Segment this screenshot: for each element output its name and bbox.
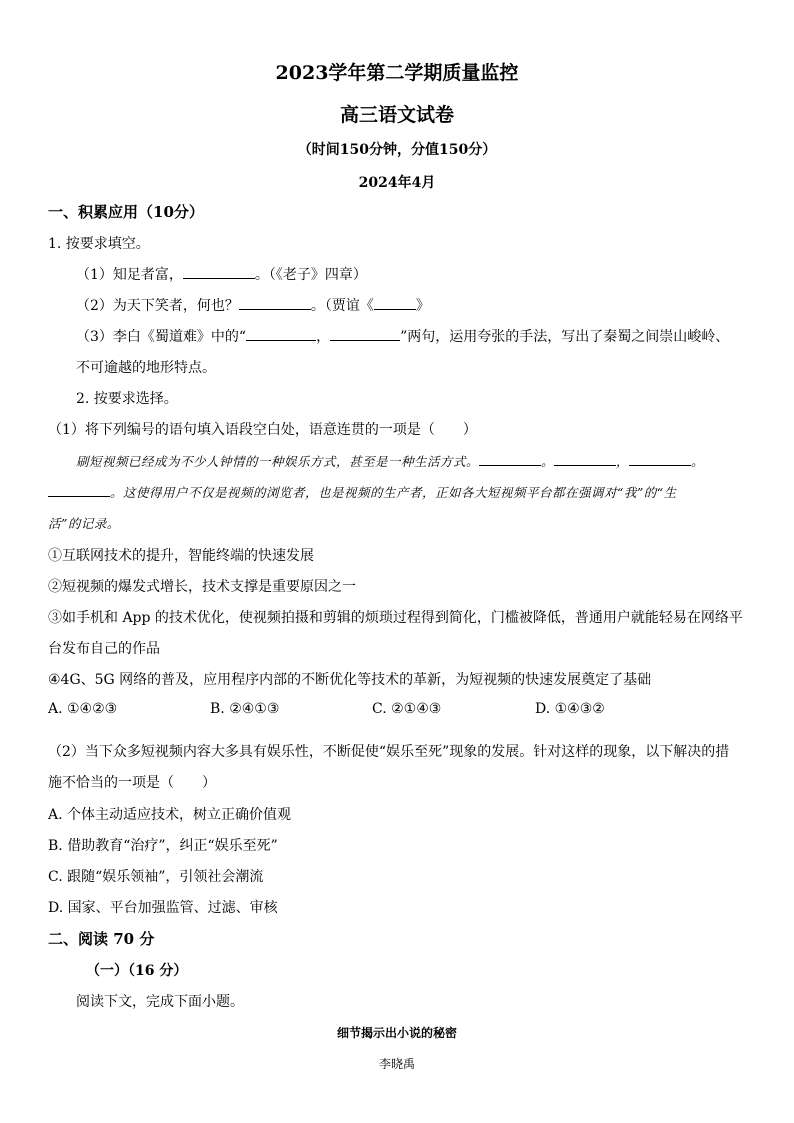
q1-1-text-a: （1）知足者富， [76, 267, 183, 283]
q1-3 [76, 326, 729, 346]
q2-2-stem: （2）当下众多短视频内容大多具有娱乐性，不断促使“娱乐至死”现象的发展。针对这样的现象，以下解决的措 [48, 744, 730, 760]
item-1: ①互联网技术的提升，智能终端的快速发展 [48, 548, 314, 564]
fill-blank[interactable] [239, 297, 311, 310]
article-title: 细节揭示出小说的秘密 [336, 1026, 457, 1040]
option-a[interactable]: A. ①④②③ [48, 701, 118, 717]
fill-blank[interactable] [479, 453, 541, 466]
q1-2-text-c: 》 [415, 298, 430, 314]
exam-date: 2024年4月 [358, 175, 436, 191]
q2-1-stem: （1）将下列编号的语句填入语段空白处，语意连贯的一项是（ ） [48, 422, 477, 438]
passage-text-1: 刷短视频已经成为不少人钟情的一种娱乐方式，甚至是一种生活方式。 [76, 454, 480, 469]
article-author: 李晓禹 [378, 1057, 415, 1071]
passage-punct: ， [616, 454, 630, 469]
option-c[interactable]: C. ②①④③ [372, 701, 442, 717]
passage-line-2 [48, 483, 677, 501]
q1-1-text-b: 。（《老子》四章） [254, 267, 367, 283]
item-3: ③如手机和 App 的技术优化，使视频拍摄和剪辑的烦琐过程得到简化，门槛被降低，普通用户就能轻易在网络平 [48, 610, 743, 626]
passage-punct: 。 [691, 454, 705, 469]
fill-blank[interactable] [374, 297, 416, 310]
q1-3-cont: 不可逾越的地形特点。 [76, 360, 216, 376]
exam-subtitle: 高三语文试卷 [339, 104, 454, 126]
time-note: （时间150分钟，分值150分） [297, 142, 497, 158]
q2-title: 2. 按要求选择。 [76, 391, 178, 407]
item-4: ④4G、5G 网络的普及，应用程序内部的不断优化等技术的革新，为短视频的快速发展奠定了基础 [48, 672, 652, 688]
item-3-cont: 台发布自己的作品 [48, 641, 160, 657]
fill-blank[interactable] [48, 484, 110, 497]
option-b[interactable]: B. ②④①③ [210, 701, 280, 717]
q2-2-option-b[interactable]: B. 借助教育“治疗”，纠正“娱乐至死” [48, 838, 278, 854]
fill-blank[interactable] [246, 328, 316, 341]
q2-2-option-a[interactable]: A. 个体主动适应技术，树立正确价值观 [48, 807, 292, 823]
q2-2-option-d[interactable]: D. 国家、平台加强监管、过滤、审核 [48, 900, 278, 916]
passage-punct: 。 [541, 454, 555, 469]
item-2: ②短视频的爆发式增长，技术支撑是重要原因之一 [48, 579, 356, 595]
fill-blank[interactable] [183, 266, 255, 279]
fill-blank[interactable] [554, 453, 616, 466]
fill-blank[interactable] [629, 453, 691, 466]
q1-2-text-b: 。（贾谊《 [310, 298, 374, 314]
q2-2-option-c[interactable]: C. 跟随“娱乐领袖”，引领社会潮流 [48, 869, 264, 885]
option-d[interactable]: D. ①④③② [535, 701, 605, 717]
exam-title: 2023学年第二学期质量监控 [275, 62, 519, 84]
reading-instruction: 阅读下文，完成下面小题。 [76, 994, 244, 1010]
passage-line-1 [76, 452, 704, 470]
q1-3-text-b: ， [316, 329, 331, 345]
section2-heading: 二、阅读 70 分 [48, 930, 155, 948]
q2-2-stem-cont: 施不恰当的一项是（ ） [48, 775, 216, 791]
q1-title: 1. 按要求填空。 [48, 236, 150, 252]
section2-sub1: （一）（16 分） [86, 963, 188, 979]
section1-heading: 一、积累应用（10分） [48, 203, 204, 221]
q1-2 [76, 295, 430, 315]
fill-blank[interactable] [330, 328, 400, 341]
q1-3-text-c: ”两句，运用夸张的手法，写出了秦蜀之间崇山峻岭、 [400, 329, 730, 345]
q1-3-text-a: （3）李白《蜀道难》中的“ [76, 329, 247, 345]
q1-2-text-a: （2）为天下笑者，何也？ [76, 298, 239, 314]
passage-line-3: 活”的记录。 [48, 516, 120, 531]
passage-text-2: 。这使得用户不仅是视频的浏览者，也是视频的生产者，正如各大短视频平台都在强调对“我”的“生 [110, 485, 677, 500]
q1-1 [76, 264, 367, 284]
